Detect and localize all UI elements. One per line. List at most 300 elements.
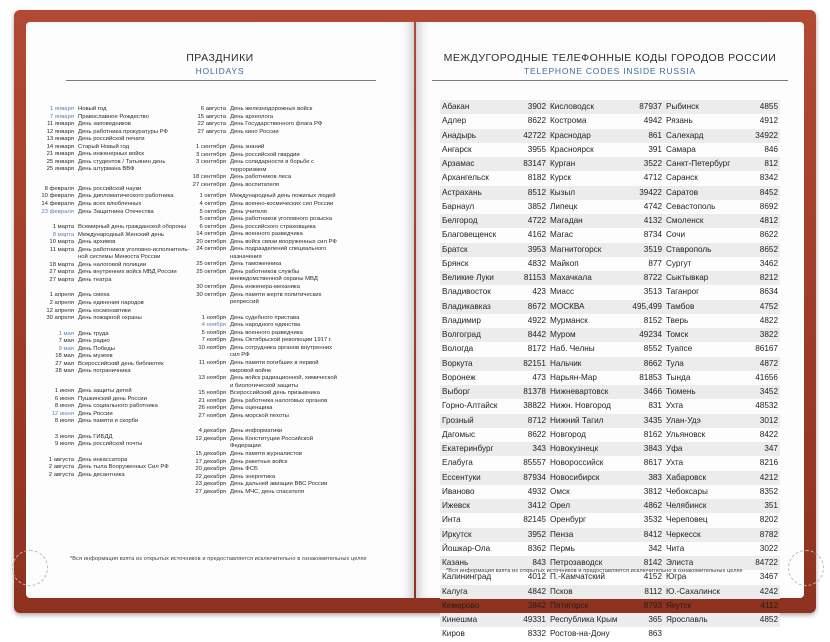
area-code: 3462 bbox=[759, 258, 778, 268]
holiday-date: 3 сентября bbox=[195, 151, 226, 158]
area-code: 82151 bbox=[523, 358, 546, 368]
phone-code-row bbox=[548, 442, 664, 456]
area-code: 343 bbox=[532, 444, 546, 453]
phone-code-row bbox=[548, 328, 664, 342]
city-name: Наб. Челны bbox=[550, 344, 595, 354]
area-code: 4922 bbox=[527, 315, 546, 325]
holiday-row bbox=[180, 182, 410, 190]
area-code: 8342 bbox=[759, 173, 778, 183]
holiday-date: 25 октября bbox=[196, 261, 226, 268]
city-name: Сургут bbox=[666, 258, 692, 268]
phone-code-row bbox=[548, 371, 664, 385]
holidays-title: ПРАЗДНИКИ bbox=[186, 52, 254, 64]
holiday-date: 2 апреля bbox=[49, 300, 74, 307]
phone-code-row bbox=[548, 513, 664, 527]
area-code: 383 bbox=[648, 472, 662, 482]
holiday-row bbox=[180, 375, 410, 383]
holiday-name: День штурмана ВВФ bbox=[78, 166, 135, 173]
holiday-date: 1 января bbox=[49, 106, 74, 112]
holiday-name: День морской пехоты bbox=[230, 412, 289, 419]
city-name: Липецк bbox=[550, 201, 578, 211]
area-code: 81853 bbox=[639, 372, 662, 382]
city-name: Кызыл bbox=[550, 187, 576, 197]
area-code: 4852 bbox=[759, 615, 778, 624]
phone-code-row bbox=[548, 613, 664, 627]
holiday-name: мировой войне bbox=[230, 367, 272, 374]
holiday-date: 30 октября bbox=[196, 291, 226, 298]
city-name: Тында bbox=[666, 372, 691, 382]
holiday-row bbox=[180, 276, 410, 284]
phone-code-row bbox=[664, 129, 780, 143]
area-code: 8782 bbox=[759, 529, 778, 539]
area-code: 473 bbox=[532, 372, 546, 382]
holiday-date: 3 сентября bbox=[195, 159, 226, 166]
area-code: 81153 bbox=[523, 273, 546, 282]
holiday-name: День социального работника bbox=[78, 403, 158, 410]
holiday-name: День работников леса bbox=[230, 174, 292, 181]
area-code: 4242 bbox=[759, 586, 778, 596]
holiday-date: 25 октября bbox=[196, 268, 226, 275]
city-name: Ухта bbox=[666, 401, 684, 411]
area-code: 8552 bbox=[643, 344, 662, 354]
city-name: Хабаровск bbox=[666, 472, 707, 482]
city-name: Ангарск bbox=[442, 144, 472, 154]
area-code: 8617 bbox=[643, 458, 662, 468]
phone-code-row bbox=[664, 542, 780, 556]
area-code: 8452 bbox=[759, 187, 778, 197]
city-name: Ростов-на-Дону bbox=[550, 629, 610, 639]
corner-decoration bbox=[12, 550, 48, 586]
holiday-date bbox=[180, 352, 230, 360]
holiday-row bbox=[180, 114, 410, 122]
holiday-date bbox=[180, 254, 230, 262]
holiday-date: 27 августа bbox=[197, 128, 226, 135]
holiday-row bbox=[180, 152, 410, 160]
area-code: 3522 bbox=[643, 159, 662, 168]
area-code: 3452 bbox=[759, 387, 778, 396]
city-name: Орел bbox=[550, 501, 570, 510]
holiday-date: 4 ноября bbox=[201, 322, 226, 329]
area-code: 8442 bbox=[527, 330, 546, 339]
codes-subtitle: TELEPHONE CODES INSIDE RUSSIA bbox=[524, 66, 696, 76]
city-name: Уфа bbox=[666, 444, 683, 453]
holiday-row bbox=[180, 106, 410, 114]
holiday-name: терроризмом bbox=[230, 166, 267, 173]
phone-code-row bbox=[440, 371, 548, 385]
city-name: Рязань bbox=[666, 116, 693, 126]
holiday-name: Православное Рождество bbox=[78, 113, 149, 120]
holidays-page bbox=[26, 22, 414, 598]
city-name: Новгород bbox=[550, 429, 586, 439]
area-code: 8352 bbox=[759, 486, 778, 496]
phone-code-row bbox=[548, 285, 664, 299]
phone-code-row bbox=[664, 214, 780, 228]
holiday-date: 17 декабря bbox=[195, 458, 226, 465]
area-code: 4812 bbox=[759, 216, 778, 225]
city-name: Тула bbox=[666, 358, 684, 368]
city-name: Пермь bbox=[550, 543, 575, 553]
holiday-row bbox=[180, 368, 410, 376]
area-code: 3435 bbox=[643, 415, 662, 425]
area-code: 39422 bbox=[639, 187, 662, 197]
city-name: Рыбинск bbox=[666, 102, 699, 111]
city-name: Выборг bbox=[442, 387, 471, 396]
city-name: Севастополь bbox=[666, 201, 716, 211]
holiday-name: День работника налоговых органов bbox=[230, 397, 328, 404]
phone-code-row bbox=[548, 528, 664, 542]
holiday-name: вневедомственной охраны МВД bbox=[230, 276, 318, 283]
area-code: 8622 bbox=[527, 116, 546, 126]
holiday-name: День тыла Вооруженных Сил РФ bbox=[78, 464, 169, 471]
phone-code-row bbox=[664, 456, 780, 470]
city-name: Краснодар bbox=[550, 130, 591, 140]
holiday-name: сил РФ bbox=[230, 352, 250, 359]
holiday-name: День военно-космических сил России bbox=[230, 201, 334, 208]
city-name: Элиста bbox=[666, 558, 694, 567]
phone-code-row bbox=[548, 314, 664, 328]
city-name: Томск bbox=[666, 330, 689, 339]
holiday-date: 27 декабря bbox=[195, 488, 226, 495]
holiday-date: 8 февраля bbox=[44, 185, 74, 192]
holiday-date: 25 января bbox=[46, 158, 74, 165]
codes-footnote: *Вся информация взята из открытых источников и предоставляется исключительно в ознакомительных целях bbox=[446, 568, 743, 574]
phone-code-row bbox=[440, 399, 548, 413]
holiday-name: День Защитника Отечества bbox=[78, 208, 154, 215]
area-code: 8734 bbox=[643, 230, 662, 240]
phone-code-row bbox=[664, 528, 780, 542]
area-code: 4212 bbox=[759, 472, 778, 482]
holiday-name: Новый год bbox=[78, 106, 107, 112]
holiday-date: 21 ноября bbox=[198, 397, 226, 404]
holiday-name: Пушкинский день России bbox=[78, 395, 147, 402]
holiday-name: День военного разведчика bbox=[230, 329, 303, 336]
city-name: Мурманск bbox=[550, 315, 588, 325]
city-name: Екатеринбург bbox=[442, 444, 494, 453]
holiday-name: репрессий bbox=[230, 299, 259, 306]
city-name: Нарьян-Мар bbox=[550, 372, 597, 382]
holiday-date: 27 сентября bbox=[192, 181, 226, 188]
city-name: Саранск bbox=[666, 173, 698, 183]
holiday-date: 8 марта bbox=[52, 231, 74, 238]
holiday-date: 27 марта bbox=[49, 276, 74, 283]
holiday-name: День дальней авиации ВВС России bbox=[230, 481, 328, 488]
phone-code-row bbox=[548, 271, 664, 285]
area-code: 3467 bbox=[759, 572, 778, 582]
city-name: Черкесск bbox=[666, 529, 701, 539]
codes-column-1 bbox=[440, 100, 548, 642]
holiday-date bbox=[180, 299, 230, 307]
holiday-name: День знаний bbox=[230, 144, 265, 151]
holiday-date: 11 ноября bbox=[198, 359, 226, 366]
phone-code-row bbox=[664, 100, 780, 114]
area-code: 347 bbox=[764, 444, 778, 453]
city-name: Чита bbox=[666, 543, 685, 553]
area-code: 8212 bbox=[759, 273, 778, 282]
city-name: Псков bbox=[550, 586, 573, 596]
phone-code-row bbox=[440, 257, 548, 271]
area-code: 85557 bbox=[523, 458, 546, 468]
area-code: 495,499 bbox=[632, 301, 662, 311]
holiday-row bbox=[180, 337, 410, 345]
phone-code-row bbox=[664, 171, 780, 185]
holiday-row bbox=[180, 224, 410, 232]
phone-code-row bbox=[548, 585, 664, 599]
city-name: Архангельск bbox=[442, 173, 489, 183]
holiday-name: День пожарной охраны bbox=[78, 315, 142, 322]
holidays-column-2 bbox=[180, 106, 410, 496]
holiday-date: 25 января bbox=[46, 166, 74, 173]
holiday-name: День войск радиационной, химической bbox=[230, 375, 337, 382]
phone-code-row bbox=[548, 157, 664, 171]
city-name: Ярославль bbox=[666, 615, 708, 624]
phone-code-row bbox=[440, 300, 548, 314]
area-code: 4822 bbox=[759, 315, 778, 325]
area-code: 4932 bbox=[527, 486, 546, 496]
phone-code-row bbox=[440, 599, 548, 613]
city-name: Воркута bbox=[442, 358, 473, 368]
phone-code-row bbox=[440, 271, 548, 285]
phone-code-row bbox=[440, 214, 548, 228]
city-name: Грозный bbox=[442, 415, 474, 425]
area-code: 86167 bbox=[755, 344, 778, 354]
holiday-row bbox=[180, 398, 410, 406]
holiday-name: День смеха bbox=[78, 292, 110, 299]
holiday-date: 15 августа bbox=[197, 113, 226, 120]
holiday-row bbox=[180, 405, 410, 413]
phone-code-row bbox=[440, 585, 548, 599]
phone-code-row bbox=[664, 271, 780, 285]
holiday-name: День ракетных войск bbox=[230, 458, 288, 465]
area-code: 87934 bbox=[523, 472, 546, 482]
city-name: Астрахань bbox=[442, 187, 482, 197]
holiday-date: 15 ноября bbox=[198, 390, 226, 397]
area-code: 4012 bbox=[527, 572, 546, 582]
area-code: 831 bbox=[648, 401, 662, 411]
area-code: 3952 bbox=[527, 529, 546, 539]
city-name: Абакан bbox=[442, 102, 470, 111]
holiday-row bbox=[180, 315, 410, 323]
holiday-date bbox=[180, 383, 230, 391]
city-name: Улан-Удэ bbox=[666, 415, 701, 425]
city-name: Вологда bbox=[442, 344, 474, 354]
area-code: 8172 bbox=[527, 344, 546, 354]
holiday-name: День архивов bbox=[78, 239, 116, 246]
holiday-date: 30 апреля bbox=[46, 315, 74, 322]
holiday-name: День археолога bbox=[230, 113, 274, 120]
holiday-name: День единения народов bbox=[78, 300, 144, 307]
city-name: Югра bbox=[666, 572, 687, 582]
area-code: 351 bbox=[764, 501, 778, 510]
holiday-name: День таможенника bbox=[230, 261, 282, 268]
city-name: Ижевск bbox=[442, 501, 470, 510]
holiday-date: 5 ноября bbox=[201, 329, 226, 336]
holiday-date: 23 декабря bbox=[195, 481, 226, 488]
city-name: Магадан bbox=[550, 216, 583, 225]
area-code: 38822 bbox=[523, 401, 546, 411]
city-name: Челябинск bbox=[666, 501, 707, 510]
holiday-date: 15 декабря bbox=[195, 450, 226, 457]
holiday-date: 6 октября bbox=[199, 223, 226, 230]
phone-code-row bbox=[440, 186, 548, 200]
city-name: Кемерово bbox=[442, 600, 480, 610]
city-name: Омск bbox=[550, 486, 570, 496]
city-name: Кисловодск bbox=[550, 102, 594, 111]
city-name: Киров bbox=[442, 629, 465, 639]
area-code: 4872 bbox=[759, 358, 778, 368]
holiday-name: День войск связи вооруженных сил РФ bbox=[230, 238, 337, 245]
area-code: 4722 bbox=[527, 216, 546, 225]
phone-code-row bbox=[440, 513, 548, 527]
area-code: 3852 bbox=[527, 201, 546, 211]
holiday-date: 14 февраля bbox=[41, 201, 74, 208]
holiday-row bbox=[180, 466, 410, 474]
holiday-name: День инкассатора bbox=[78, 456, 128, 463]
city-name: Туапсе bbox=[666, 344, 693, 354]
area-code: 4162 bbox=[527, 230, 546, 240]
holiday-name: День оценщика bbox=[230, 405, 273, 412]
holiday-row bbox=[180, 459, 410, 467]
city-name: Петрозаводск bbox=[550, 558, 603, 567]
area-code: 3412 bbox=[527, 501, 546, 510]
city-name: Ессентуки bbox=[442, 472, 481, 482]
holiday-date: 7 ноября bbox=[201, 337, 226, 344]
holiday-date bbox=[180, 167, 230, 175]
city-name: Владивосток bbox=[442, 287, 491, 297]
holiday-date: 13 января bbox=[46, 136, 74, 143]
city-name: Калуга bbox=[442, 586, 468, 596]
city-name: Ухта bbox=[666, 458, 684, 468]
phone-code-row bbox=[548, 414, 664, 428]
holiday-date: 1 сентября bbox=[195, 144, 226, 151]
area-code: 87937 bbox=[639, 102, 662, 111]
city-name: Владимир bbox=[442, 315, 481, 325]
holiday-name: День Октябрьской революции 1917 г. bbox=[230, 337, 332, 344]
holiday-row bbox=[180, 159, 410, 167]
city-name: Самара bbox=[666, 144, 696, 154]
area-code: 4912 bbox=[759, 116, 778, 126]
holiday-name: День музеев bbox=[78, 353, 113, 360]
holiday-name: День российской печати bbox=[78, 136, 145, 143]
phone-code-row bbox=[664, 513, 780, 527]
phone-code-row bbox=[548, 129, 664, 143]
phone-code-row bbox=[664, 442, 780, 456]
city-name: Волгоград bbox=[442, 330, 481, 339]
holiday-name: День Конституции Российской bbox=[230, 435, 313, 442]
holiday-name: Всероссийский день библиотек bbox=[78, 360, 164, 367]
phone-code-row bbox=[548, 143, 664, 157]
area-code: 877 bbox=[648, 258, 662, 268]
holiday-row bbox=[180, 121, 410, 129]
area-code: 8622 bbox=[759, 230, 778, 240]
city-name: Кинешма bbox=[442, 615, 478, 624]
holiday-name: День информатики bbox=[230, 428, 283, 435]
area-code: 423 bbox=[532, 287, 546, 297]
phone-code-row bbox=[440, 342, 548, 356]
phone-code-row bbox=[548, 200, 664, 214]
holiday-name: День солидарности в борьбе с bbox=[230, 159, 315, 166]
holiday-date: 7 мая bbox=[58, 338, 74, 345]
holiday-name: Старый Новый год bbox=[78, 143, 130, 150]
phone-code-row bbox=[440, 428, 548, 442]
city-name: Калининград bbox=[442, 572, 492, 582]
holiday-name: День воспитателя bbox=[230, 181, 280, 188]
holiday-name: День всех влюбленных bbox=[78, 201, 142, 208]
city-name: Нижний Тагил bbox=[550, 415, 604, 425]
area-code: 83147 bbox=[523, 159, 546, 168]
phone-code-row bbox=[440, 442, 548, 456]
holiday-date: 1 мая bbox=[58, 330, 74, 337]
holiday-name: День народного единства bbox=[230, 322, 301, 329]
area-code: 49331 bbox=[523, 615, 546, 624]
holiday-date: 27 марта bbox=[49, 269, 74, 276]
phone-code-row bbox=[440, 528, 548, 542]
phone-code-row bbox=[664, 599, 780, 613]
holiday-row bbox=[180, 428, 410, 436]
city-name: Магас bbox=[550, 230, 573, 240]
city-name: Миасс bbox=[550, 287, 575, 297]
city-name: Кострома bbox=[550, 116, 587, 126]
holiday-date: 1 марта bbox=[52, 224, 74, 231]
area-code: 8692 bbox=[759, 201, 778, 211]
city-name: Братск bbox=[442, 244, 468, 254]
holiday-name: День памяти и скорби bbox=[78, 418, 139, 425]
holiday-row bbox=[180, 489, 410, 497]
phone-code-row bbox=[664, 485, 780, 499]
area-code: 3843 bbox=[643, 444, 662, 453]
area-code: 8634 bbox=[759, 287, 778, 297]
holiday-date: 4 октября bbox=[199, 201, 226, 208]
holiday-name: День российской почты bbox=[78, 441, 143, 448]
holiday-date: 11 января bbox=[47, 121, 74, 128]
area-code: 8362 bbox=[527, 543, 546, 553]
holiday-row bbox=[180, 144, 410, 152]
holiday-name: День радио bbox=[78, 338, 110, 345]
holiday-date: 8 июня bbox=[54, 403, 74, 410]
phone-code-row bbox=[664, 186, 780, 200]
phone-code-row bbox=[440, 357, 548, 371]
phone-code-row bbox=[664, 157, 780, 171]
city-name: Пенза bbox=[550, 529, 574, 539]
holiday-date: 11 марта bbox=[49, 246, 74, 253]
phone-code-row bbox=[664, 314, 780, 328]
holiday-date: 27 ноября bbox=[198, 412, 226, 419]
phone-code-row bbox=[440, 627, 548, 641]
city-name: Санкт-Петербург bbox=[666, 159, 731, 168]
holiday-date: 30 октября bbox=[196, 284, 226, 291]
holiday-name: День сотрудника органов внутренних bbox=[230, 344, 333, 351]
holiday-date: 28 мая bbox=[55, 368, 74, 375]
holiday-name: День военного разведчика bbox=[230, 231, 303, 238]
phone-code-row bbox=[440, 100, 548, 114]
phone-codes-page bbox=[416, 22, 804, 639]
area-code: 8142 bbox=[643, 558, 662, 567]
phone-code-row bbox=[548, 499, 664, 513]
city-name: Нижневартовск bbox=[550, 387, 609, 396]
holiday-name: День Победы bbox=[78, 345, 115, 352]
holiday-date bbox=[180, 443, 230, 451]
phone-code-row bbox=[548, 186, 664, 200]
phone-code-row bbox=[548, 243, 664, 257]
holiday-date: 12 июня bbox=[51, 410, 74, 417]
city-name: Нальчик bbox=[550, 358, 582, 368]
phone-code-row bbox=[664, 200, 780, 214]
holiday-name: День ФСБ bbox=[230, 466, 258, 473]
holiday-name: День железнодорожных войск bbox=[230, 106, 313, 112]
holiday-date bbox=[180, 368, 230, 376]
area-code: 4842 bbox=[527, 586, 546, 596]
holiday-name: День работников уголовно-исполнитель- bbox=[78, 246, 190, 253]
area-code: 846 bbox=[764, 144, 778, 154]
